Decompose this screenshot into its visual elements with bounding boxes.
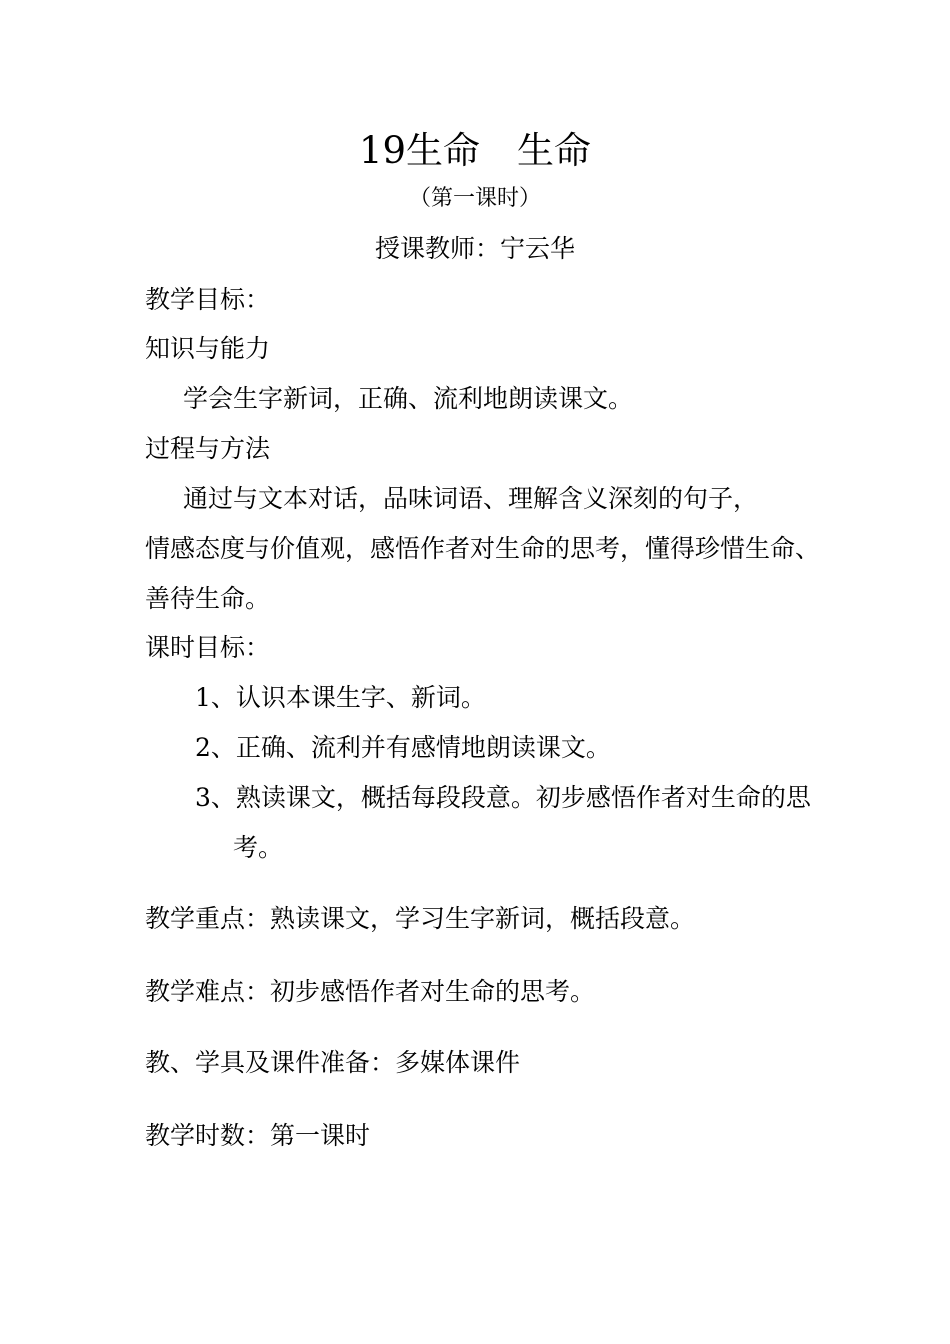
attitude-text-line1: 情感态度与价值观，感悟作者对生命的思考，懂得珍惜生命、 xyxy=(145,534,821,563)
lesson-goal-item-3-line1: 3、熟读课文，概括每段段意。初步感悟作者对生命的思 xyxy=(195,783,811,812)
difficult-point: 教学难点：初步感悟作者对生命的思考。 xyxy=(145,977,596,1006)
key-point: 教学重点：熟读课文，学习生字新词，概括段意。 xyxy=(145,904,696,933)
lesson-goal-item-1: 1、认识本课生字、新词。 xyxy=(195,683,486,712)
process-heading: 过程与方法 xyxy=(145,434,271,463)
process-text: 通过与文本对话，品味词语、理解含义深刻的句子， xyxy=(183,484,759,513)
teacher-name: 授课教师：宁云华 xyxy=(374,234,575,263)
lesson-goal-item-3-line2: 考。 xyxy=(233,833,284,862)
lesson-period: （第一课时） xyxy=(408,186,541,211)
attitude-text-line2: 善待生命。 xyxy=(145,584,271,613)
knowledge-heading: 知识与能力 xyxy=(145,334,271,363)
knowledge-text: 学会生字新词，正确、流利地朗读课文。 xyxy=(183,384,634,413)
lesson-goal-item-2: 2、正确、流利并有感情地朗读课文。 xyxy=(195,733,611,762)
lesson-goals-heading: 课时目标： xyxy=(145,633,271,662)
materials: 教、学具及课件准备：多媒体课件 xyxy=(145,1048,521,1077)
document-title: 19生命 生命 xyxy=(358,129,592,172)
objectives-heading: 教学目标： xyxy=(145,285,271,314)
teaching-hours: 教学时数：第一课时 xyxy=(145,1121,371,1150)
